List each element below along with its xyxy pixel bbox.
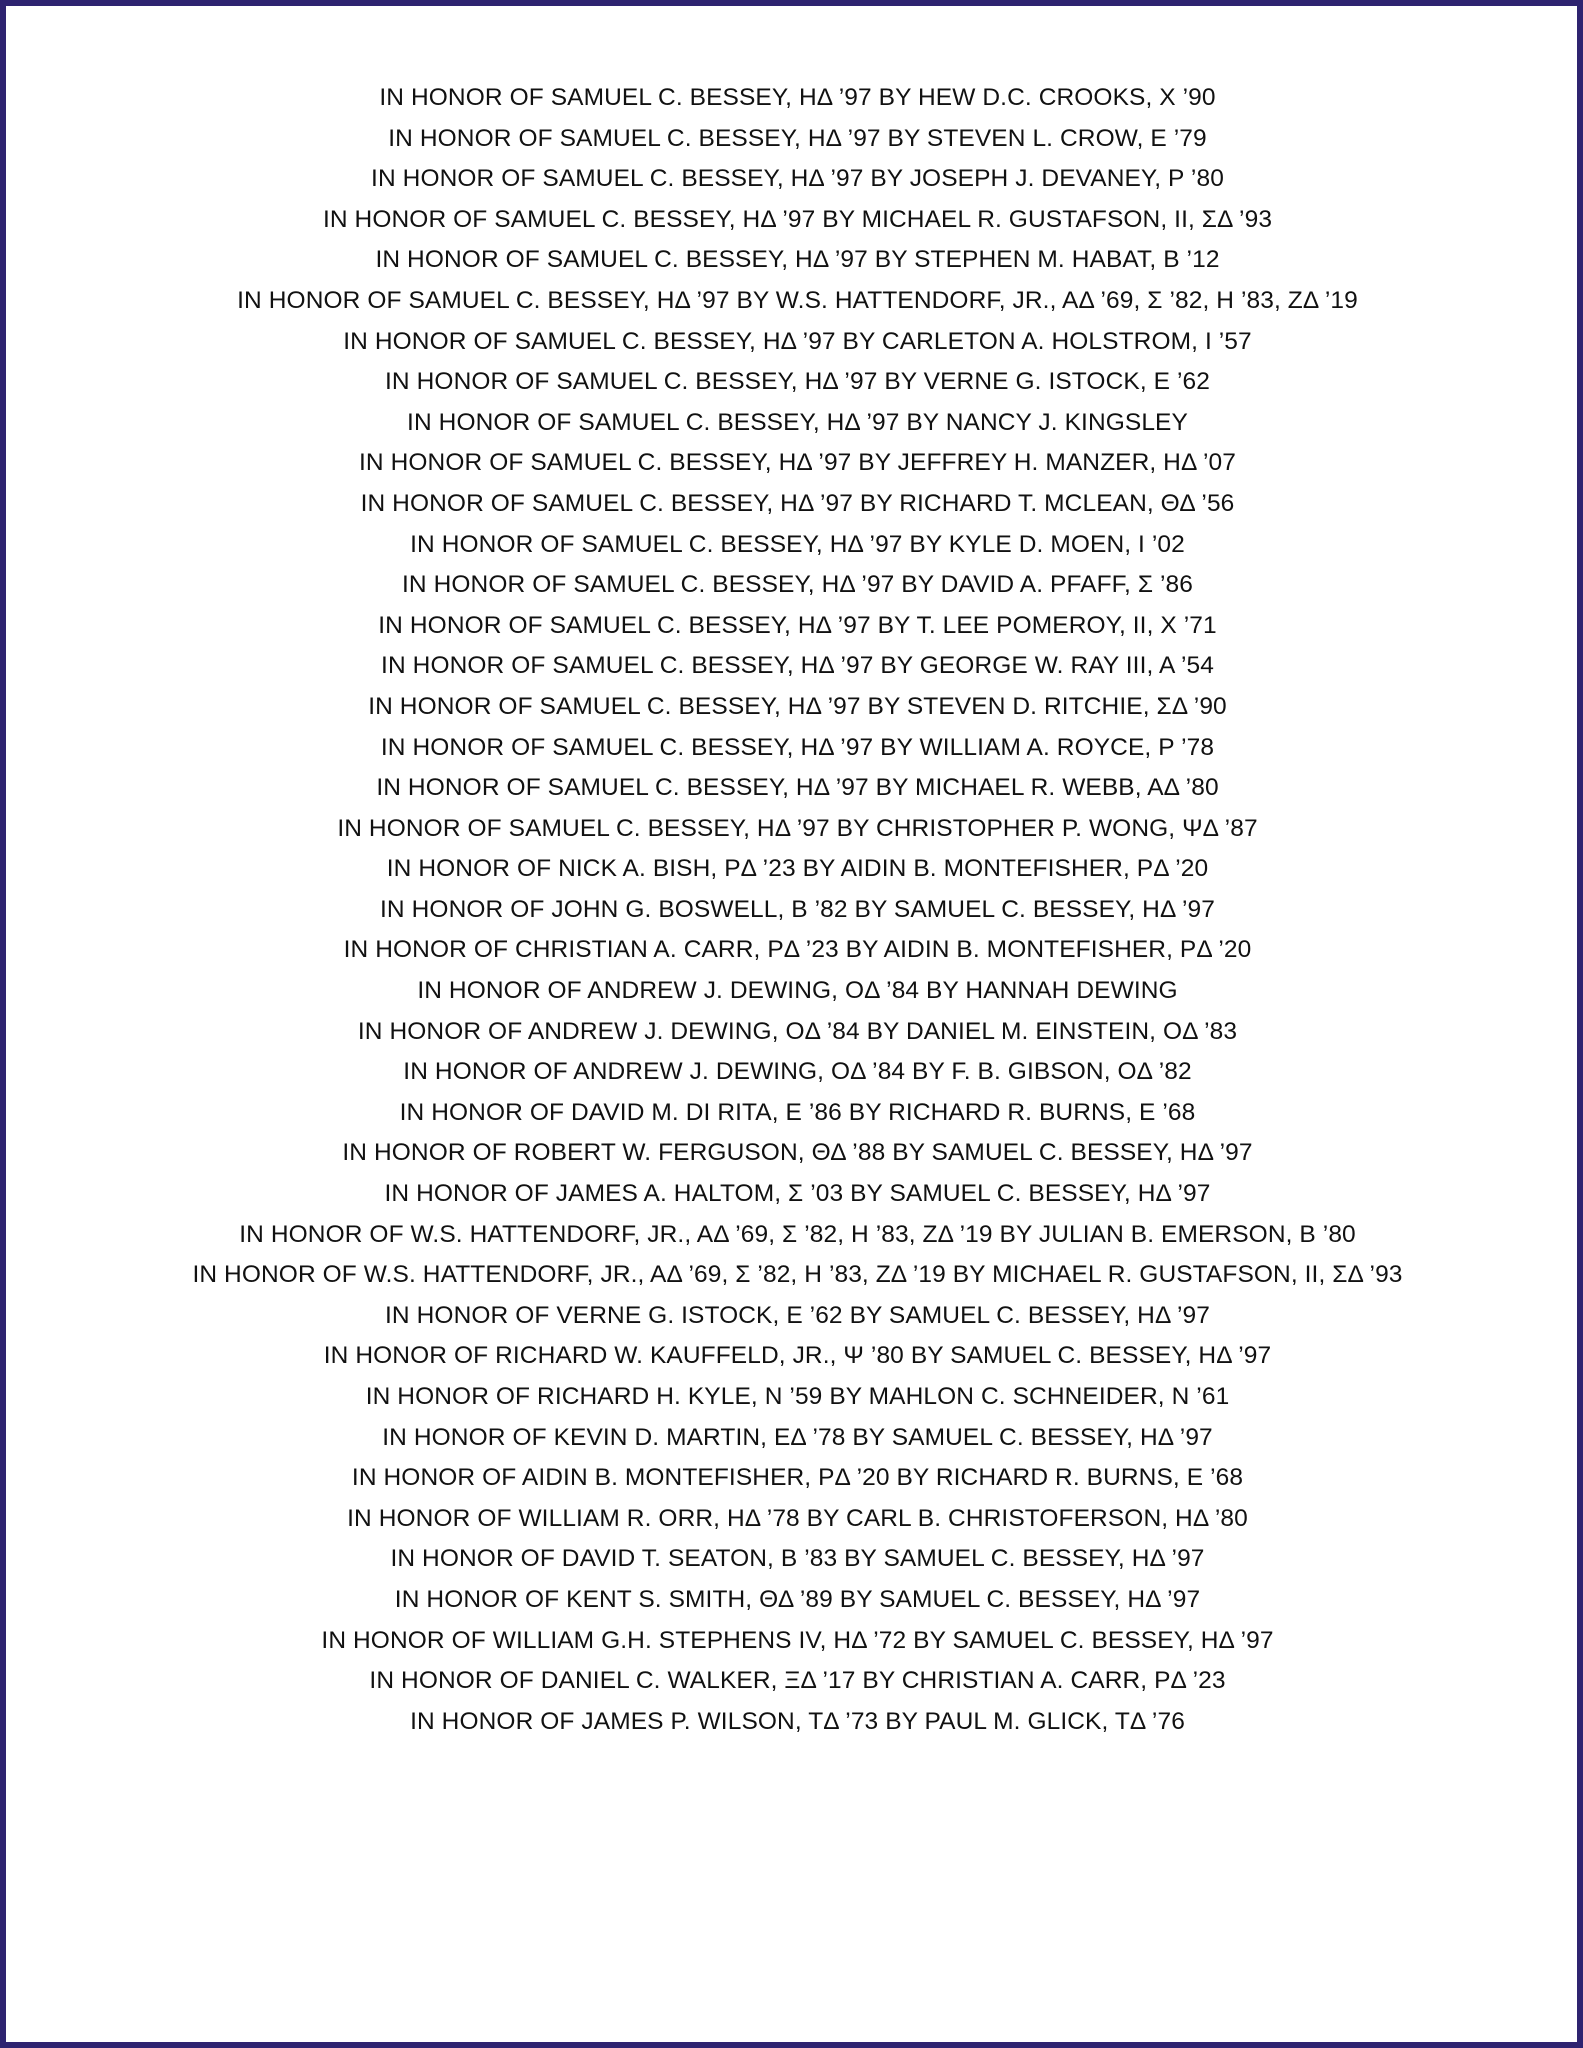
- honor-line: IN HONOR OF VERNE G. ISTOCK, E ’62 BY SAMUEL C. BESSEY, HΔ ’97: [385, 1301, 1210, 1329]
- honor-line: IN HONOR OF ANDREW J. DEWING, OΔ ’84 BY HANNAH DEWING: [417, 977, 1178, 1005]
- honor-line: IN HONOR OF SAMUEL C. BESSEY, HΔ ’97 BY CARLETON A. HOLSTROM, I ’57: [343, 327, 1252, 355]
- honor-line: IN HONOR OF RICHARD H. KYLE, N ’59 BY MAHLON C. SCHNEIDER, N ’61: [365, 1383, 1230, 1410]
- honor-line: IN HONOR OF SAMUEL C. BESSEY, HΔ ’97 BY KYLE D. MOEN, I ’02: [410, 530, 1185, 558]
- honor-line: IN HONOR OF SAMUEL C. BESSEY, HΔ ’97 BY CHRISTOPHER P. WONG, ΨΔ ’87: [337, 814, 1258, 842]
- honor-line: IN HONOR OF SAMUEL C. BESSEY, HΔ ’97 BY T. LEE POMEROY, II, X ’71: [378, 611, 1217, 639]
- honor-line: IN HONOR OF SAMUEL C. BESSEY, HΔ ’97 BY GEORGE W. RAY III, A ’54: [381, 652, 1214, 680]
- honor-line: IN HONOR OF SAMUEL C. BESSEY, HΔ ’97 BY MICHAEL R. WEBB, AΔ ’80: [376, 774, 1219, 802]
- honor-line: IN HONOR OF AIDIN B. MONTEFISHER, PΔ ’20 BY RICHARD R. BURNS, E ’68: [351, 1464, 1244, 1492]
- honor-line: IN HONOR OF SAMUEL C. BESSEY, HΔ ’97 BY STEVEN L. CROW, E ’79: [388, 124, 1207, 152]
- honor-line: IN HONOR OF SAMUEL C. BESSEY, HΔ ’97 BY VERNE G. ISTOCK, E ’62: [385, 368, 1210, 396]
- honor-line: IN HONOR OF SAMUEL C. BESSEY, HΔ ’97 BY JOSEPH J. DEVANEY, P ’80: [371, 165, 1224, 193]
- honor-line: IN HONOR OF CHRISTIAN A. CARR, PΔ ’23 BY AIDIN B. MONTEFISHER, PΔ ’20: [343, 936, 1252, 964]
- honor-line: IN HONOR OF JOHN G. BOSWELL, B ’82 BY SAMUEL C. BESSEY, HΔ ’97: [380, 895, 1215, 923]
- honor-line: IN HONOR OF JAMES P. WILSON, TΔ ’73 BY PAUL M. GLICK, TΔ ’76: [410, 1707, 1185, 1735]
- honor-line: IN HONOR OF DAVID T. SEATON, B ’83 BY SAMUEL C. BESSEY, HΔ ’97: [390, 1545, 1205, 1573]
- honor-line: IN HONOR OF KEVIN D. MARTIN, EΔ ’78 BY SAMUEL C. BESSEY, HΔ ’97: [382, 1423, 1213, 1451]
- honor-line: IN HONOR OF SAMUEL C. BESSEY, HΔ ’97 BY STEVEN D. RITCHIE, ΣΔ ’90: [368, 692, 1227, 720]
- honor-line: IN HONOR OF SAMUEL C. BESSEY, HΔ ’97 BY RICHARD T. MCLEAN, ΘΔ ’56: [360, 489, 1235, 517]
- honor-line: IN HONOR OF SAMUEL C. BESSEY, HΔ ’97 BY WILLIAM A. ROYCE, P ’78: [380, 733, 1215, 761]
- honor-line: IN HONOR OF WILLIAM R. ORR, HΔ ’78 BY CARL B. CHRISTOFERSON, HΔ ’80: [347, 1504, 1248, 1532]
- honor-line: IN HONOR OF SAMUEL C. BESSEY, HΔ ’97 BY HEW D.C. CROOKS, X ’90: [379, 84, 1216, 111]
- honor-line: IN HONOR OF WILLIAM G.H. STEPHENS IV, HΔ ’72 BY SAMUEL C. BESSEY, HΔ ’97: [321, 1626, 1274, 1654]
- honor-line: IN HONOR OF W.S. HATTENDORF, JR., AΔ ’69, Σ ’82, H ’83, ZΔ ’19 BY MICHAEL R. GUSTAFSON, II, ΣΔ ’93: [192, 1261, 1403, 1289]
- honor-line: IN HONOR OF SAMUEL C. BESSEY, HΔ ’97 BY DAVID A. PFAFF, Σ ’86: [402, 571, 1193, 599]
- honor-line: IN HONOR OF DANIEL C. WALKER, ΞΔ ’17 BY CHRISTIAN A. CARR, PΔ ’23: [369, 1667, 1226, 1695]
- honor-line: IN HONOR OF SAMUEL C. BESSEY, HΔ ’97 BY W.S. HATTENDORF, JR., AΔ ’69, Σ ’82, H ’83, ZΔ ’19: [237, 286, 1358, 314]
- honor-roll-list: [6, 78, 1583, 1742]
- honor-line: IN HONOR OF SAMUEL C. BESSEY, HΔ ’97 BY JEFFREY H. MANZER, HΔ ’07: [359, 449, 1236, 477]
- honor-line: IN HONOR OF ANDREW J. DEWING, OΔ ’84 BY F. B. GIBSON, OΔ ’82: [403, 1058, 1192, 1086]
- honor-line: IN HONOR OF SAMUEL C. BESSEY, HΔ ’97 BY MICHAEL R. GUSTAFSON, II, ΣΔ ’93: [322, 205, 1273, 233]
- honor-line: IN HONOR OF SAMUEL C. BESSEY, HΔ ’97 BY STEPHEN M. HABAT, B ’12: [375, 246, 1220, 274]
- honor-line: IN HONOR OF DAVID M. DI RITA, E ’86 BY RICHARD R. BURNS, E ’68: [399, 1098, 1196, 1126]
- honor-line: IN HONOR OF RICHARD W. KAUFFELD, JR., Ψ ’80 BY SAMUEL C. BESSEY, HΔ ’97: [323, 1342, 1272, 1370]
- honor-line: IN HONOR OF KENT S. SMITH, ΘΔ ’89 BY SAMUEL C. BESSEY, HΔ ’97: [394, 1585, 1201, 1613]
- honor-line: IN HONOR OF SAMUEL C. BESSEY, HΔ ’97 BY NANCY J. KINGSLEY: [407, 408, 1188, 436]
- honor-line: IN HONOR OF ROBERT W. FERGUSON, ΘΔ ’88 BY SAMUEL C. BESSEY, HΔ ’97: [342, 1139, 1253, 1167]
- honor-line: IN HONOR OF NICK A. BISH, PΔ ’23 BY AIDIN B. MONTEFISHER, PΔ ’20: [386, 855, 1209, 883]
- honor-line: IN HONOR OF W.S. HATTENDORF, JR., AΔ ’69, Σ ’82, H ’83, ZΔ ’19 BY JULIAN B. EMERSON, B ’80: [239, 1220, 1356, 1248]
- honor-line: IN HONOR OF JAMES A. HALTOM, Σ ’03 BY SAMUEL C. BESSEY, HΔ ’97: [384, 1180, 1211, 1208]
- honor-line: IN HONOR OF ANDREW J. DEWING, OΔ ’84 BY DANIEL M. EINSTEIN, OΔ ’83: [357, 1017, 1238, 1045]
